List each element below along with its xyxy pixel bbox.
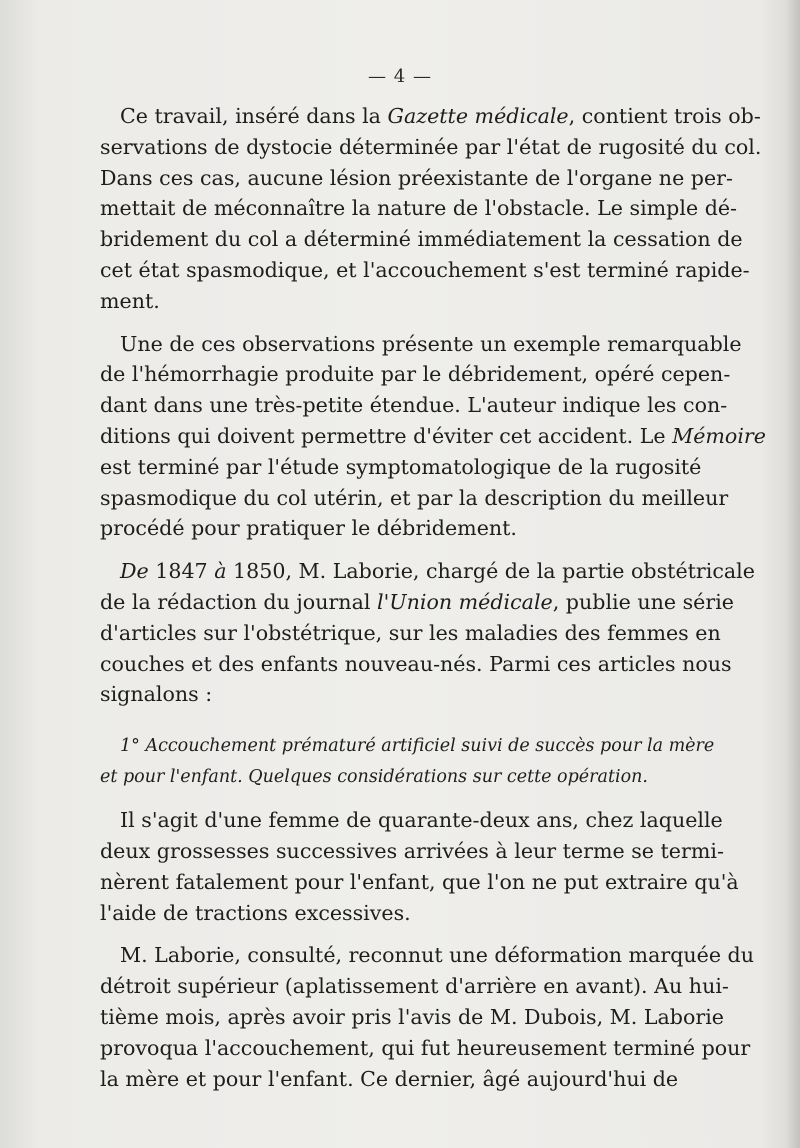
text-line: est terminé par l'étude symptomatologique de la rugosité xyxy=(100,454,702,479)
text-line: Dans ces cas, aucune lésion préexistante de l'organe ne per- xyxy=(100,165,733,190)
paragraph-5 xyxy=(100,805,739,928)
text-line: ditions qui doivent permettre d'éviter cet accident. Le Mémoire xyxy=(100,423,766,448)
text-line: procédé pour pratiquer le débridement. xyxy=(100,516,517,541)
paragraph-1 xyxy=(100,101,762,317)
text-line: Une de ces observations présente un exemple remarquable xyxy=(120,331,742,356)
text-line: de la rédaction du journal l'Union médicale, publie une série xyxy=(100,589,734,614)
text-line: De 1847 à 1850, M. Laborie, chargé de la partie obstétricale xyxy=(120,559,755,584)
memoire-title: Mémoire xyxy=(672,423,766,448)
text-line: dant dans une très-petite étendue. L'auteur indique les con- xyxy=(100,393,728,418)
text-line: bridement du col a déterminé immédiatement la cessation de xyxy=(100,227,743,252)
text-line: tième mois, après avoir pris l'avis de M. Dubois, M. Laborie xyxy=(100,1004,724,1029)
text-line: signalons : xyxy=(100,682,213,707)
text-line: de l'hémorrhagie produite par le débridement, opéré cepen- xyxy=(100,362,731,387)
text-line: détroit supérieur (aplatissement d'arrière en avant). Au hui- xyxy=(100,974,729,999)
body-text xyxy=(100,101,766,1094)
text-line: M. Laborie, consulté, reconnut une déformation marquée du xyxy=(120,943,755,968)
journal-title: l'Union médicale xyxy=(376,589,553,614)
text-line: l'aide de tractions excessives. xyxy=(100,900,411,925)
page-number: — 4 — xyxy=(368,66,432,87)
text-line: et pour l'enfant. Quelques considérations sur cette opération. xyxy=(100,767,648,788)
text-line: mettait de méconnaître la nature de l'obstacle. Le simple dé- xyxy=(100,196,738,221)
text-line: deux grossesses successives arrivées à leur terme se termi- xyxy=(100,838,724,863)
article-title xyxy=(100,731,715,793)
paragraph-6 xyxy=(100,940,755,1094)
journal-title: Gazette médicale xyxy=(387,104,569,128)
text-line: Ce travail, inséré dans la Gazette médicale, contient trois ob- xyxy=(120,104,761,128)
text-line: servations de dystocie déterminée par l'état de rugosité du col. xyxy=(100,134,762,159)
text-line: 1° Accouchement prématuré artificiel suivi de succès pour la mère xyxy=(120,736,715,757)
text-line: cet état spasmodique, et l'accouchement s'est terminé rapide- xyxy=(100,257,750,282)
text-line: provoqua l'accouchement, qui fut heureusement terminé pour xyxy=(100,1035,751,1060)
paragraph-3 xyxy=(100,556,755,710)
paragraph-2 xyxy=(100,329,766,545)
text-line: la mère et pour l'enfant. Ce dernier, âgé aujourd'hui de xyxy=(100,1066,679,1091)
text-line: nèrent fatalement pour l'enfant, que l'on ne put extraire qu'à xyxy=(100,869,739,894)
text-line: Il s'agit d'une femme de quarante-deux ans, chez laquelle xyxy=(120,808,723,833)
text-line: couches et des enfants nouveau-nés. Parmi ces articles nous xyxy=(100,651,732,676)
text-line: spasmodique du col utérin, et par la description du meilleur xyxy=(100,485,729,510)
text-line: ment. xyxy=(100,288,160,313)
text-line: d'articles sur l'obstétrique, sur les maladies des femmes en xyxy=(100,620,721,645)
